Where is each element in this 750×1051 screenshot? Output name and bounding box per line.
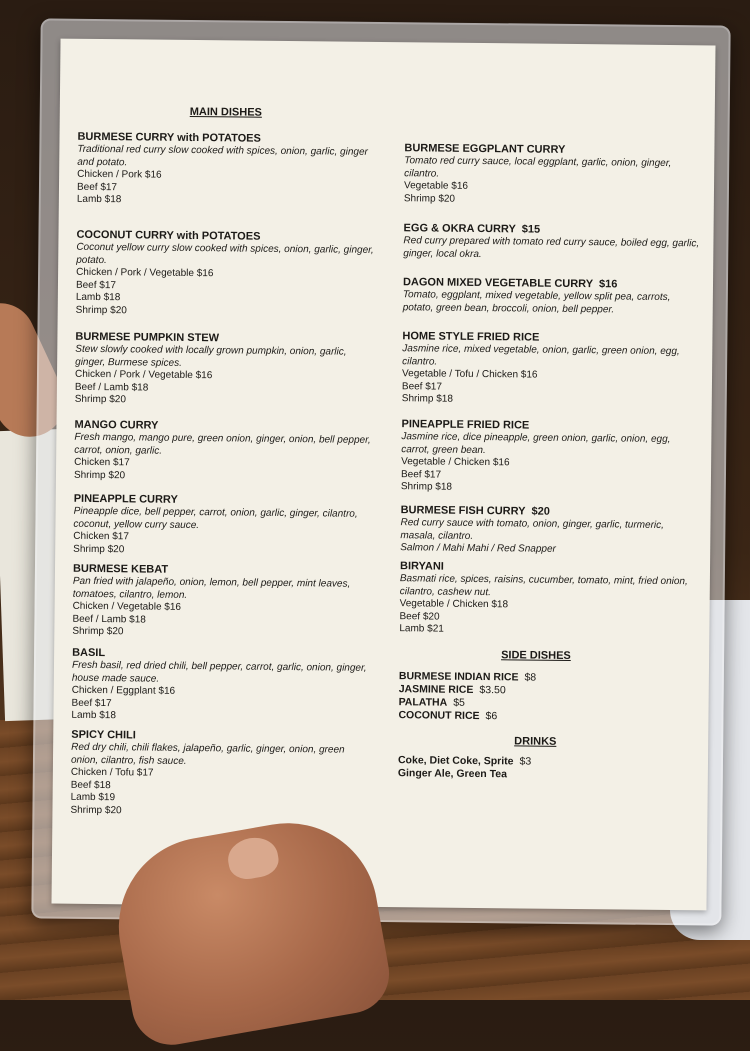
dish-name: COCONUT CURRY with POTATOES <box>76 228 261 243</box>
dish-description: Fresh basil, red dried chili, bell pepper, carrot, garlic, onion, ginger, house made sauce. <box>71 659 367 685</box>
price-line: Chicken / Pork $16 <box>77 168 162 181</box>
price-line: Lamb $21 <box>399 623 444 635</box>
dish <box>404 142 705 208</box>
price-line: Beef $17 <box>71 697 112 709</box>
menu-page <box>51 39 715 911</box>
main-dishes-title: MAIN DISHES <box>189 105 262 119</box>
dish-name-text: BURMESE EGGPLANT CURRY <box>404 142 566 156</box>
price-line: Beef / Lamb $18 <box>74 381 149 394</box>
price-line: Chicken $17 <box>74 456 130 469</box>
dish-description: Pan fried with jalapeño, onion, lemon, bell pepper, mint leaves, tomatoes, cilantro, lemon. <box>72 575 351 601</box>
price-line: Shrimp $20 <box>403 192 456 205</box>
dish <box>403 276 703 317</box>
price-line: Shrimp $20 <box>70 804 122 816</box>
dish <box>77 131 378 210</box>
dish-name: SPICY CHILI <box>71 728 136 742</box>
side-dish-item <box>399 683 506 696</box>
dish-description: Jasmine rice, dice pineapple, green onion, garlic, onion, egg, carrot, green bean. <box>401 431 671 456</box>
side-dish-name: COCONUT RICE <box>398 709 480 723</box>
dish <box>72 563 373 642</box>
dish-name-text: PINEAPPLE FRIED RICE <box>401 418 530 432</box>
price-line: Chicken / Pork / Vegetable $16 <box>76 266 214 280</box>
price-line: Beef $17 <box>76 181 118 193</box>
price-line: Beef / Lamb $18 <box>72 613 146 626</box>
drink-names: Ginger Ale, Green Tea <box>397 767 508 781</box>
dish <box>75 331 376 410</box>
drink-names: Coke, Diet Coke, Sprite <box>397 754 514 768</box>
price-line: Lamb $18 <box>76 193 122 206</box>
dish-name: BURMESE CURRY with POTATOES <box>77 130 261 145</box>
price-line: Beef $17 <box>400 468 442 481</box>
fish-options: Salmon / Mahi Mahi / Red Snapper <box>400 542 556 555</box>
price-line: Shrimp $20 <box>73 543 125 555</box>
dish <box>401 418 702 497</box>
side-dish-price: $8 <box>524 671 537 684</box>
side-dish-name: BURMESE INDIAN RICE <box>398 670 519 684</box>
dish-name-text: BIRYANI <box>399 560 444 573</box>
dish <box>73 493 374 559</box>
side-dish-name: PALATHA <box>398 696 448 709</box>
dish-description: Fresh mango, mango pure, green onion, ginger, onion, bell pepper, carrot, onion, garlic. <box>74 431 371 457</box>
side-dish-price: $5 <box>453 696 465 709</box>
dish-name: MANGO CURRY <box>74 418 159 432</box>
dish-name: BURMESE KEBAT <box>72 562 169 576</box>
price-line: Shrimp $20 <box>74 393 126 406</box>
price-line: Chicken / Tofu $17 <box>70 766 154 779</box>
dish-name: PINEAPPLE CURRY <box>73 492 178 506</box>
dish-description: Tomato, eggplant, mixed vegetable, yellow split pea, carrots, potato, green bean, broccoli, onion, bell pepper. <box>402 289 671 315</box>
dish <box>71 647 372 726</box>
dish <box>400 504 701 558</box>
price-line: Beef $18 <box>70 779 111 791</box>
dish-description: Traditional red curry slow cooked with spices, onion, garlic, ginger and potato. <box>77 143 368 168</box>
dish-description: Pineapple dice, bell pepper, carrot, onion, garlic, ginger, cilantro, coconut, yellow curry sauce. <box>73 505 358 531</box>
price-line: Lamb $18 <box>71 709 117 722</box>
price-line: Beef $20 <box>399 610 440 623</box>
price-line: Lamb $18 <box>75 291 121 304</box>
drink-line <box>398 767 507 780</box>
side-dish-name: JASMINE RICE <box>398 683 474 696</box>
price-line: Vegetable $16 <box>403 180 469 192</box>
dish-name-text: DAGON MIXED VEGETABLE CURRY <box>402 276 594 291</box>
price-line: Chicken / Pork / Vegetable $16 <box>74 368 213 382</box>
dish-description: Tomato red curry sauce, local eggplant, garlic, onion, ginger, cilantro. <box>404 155 672 180</box>
dish-name-text: EGG & OKRA CURRY <box>403 222 516 236</box>
dish <box>403 222 703 263</box>
dish-name: BASIL <box>72 646 106 660</box>
dish-description: Stew slowly cooked with locally grown pumpkin, onion, garlic, ginger, Burmese spices. <box>75 343 347 369</box>
side-dishes-title: SIDE DISHES <box>501 649 571 662</box>
dish-description: Basmati rice, spices, raisins, cucumber, tomato, mint, fried onion, cilantro, cashew nut. <box>399 573 688 598</box>
drinks-title: DRINKS <box>514 735 557 748</box>
price-line: Vegetable / Chicken $16 <box>401 456 510 469</box>
dish <box>399 560 700 639</box>
dish <box>70 729 371 820</box>
price-line: Lamb $19 <box>70 791 116 804</box>
dish-price: $16 <box>599 278 618 291</box>
dish-description: Jasmine rice, mixed vegetable, onion, garlic, green onion, egg, cilantro. <box>402 343 680 368</box>
dish-description: Red curry sauce with tomato, onion, ginger, garlic, turmeric, masala, cilantro. <box>400 517 664 542</box>
side-dish-item <box>399 696 465 709</box>
price-line: Shrimp $20 <box>72 625 124 638</box>
price-line: Shrimp $20 <box>75 304 127 316</box>
price-line: Shrimp $20 <box>73 469 126 481</box>
dish-price: $20 <box>531 505 550 518</box>
price-line: Chicken / Vegetable $16 <box>72 600 182 613</box>
price-line: Chicken $17 <box>73 530 129 543</box>
dish <box>74 419 375 485</box>
dish-name: BURMESE PUMPKIN STEW <box>75 330 220 345</box>
drink-line <box>398 754 531 767</box>
dish-description: Coconut yellow curry slow cooked with spices, onion, garlic, ginger, potato. <box>76 241 374 266</box>
dish-description: Red curry prepared with tomato red curry sauce, boiled egg, garlic, ginger, local okra. <box>403 235 700 260</box>
side-dish-item <box>398 709 497 722</box>
dish <box>402 330 703 409</box>
price-line: Beef $17 <box>401 380 443 393</box>
dish-name-text: BURMESE FISH CURRY <box>400 504 526 518</box>
price-line: Vegetable / Tofu / Chicken $16 <box>401 368 538 381</box>
price-line: Shrimp $18 <box>400 481 453 493</box>
side-dish-item <box>399 670 536 683</box>
price-line: Beef $17 <box>75 279 117 291</box>
drink-price: $3 <box>519 755 532 768</box>
price-line: Vegetable / Chicken $18 <box>399 598 509 611</box>
side-dish-price: $6 <box>485 710 498 723</box>
side-dish-price: $3.50 <box>479 684 506 697</box>
price-line: Chicken / Eggplant $16 <box>71 684 176 697</box>
dish-description: Red dry chili, chili flakes, jalapeño, garlic, ginger, onion, green onion, cilantro, fish sauce. <box>70 741 345 767</box>
price-line: Shrimp $18 <box>401 393 453 405</box>
dish-name-text: HOME STYLE FRIED RICE <box>402 330 540 344</box>
dish <box>76 229 377 320</box>
dish-price: $15 <box>521 223 541 236</box>
